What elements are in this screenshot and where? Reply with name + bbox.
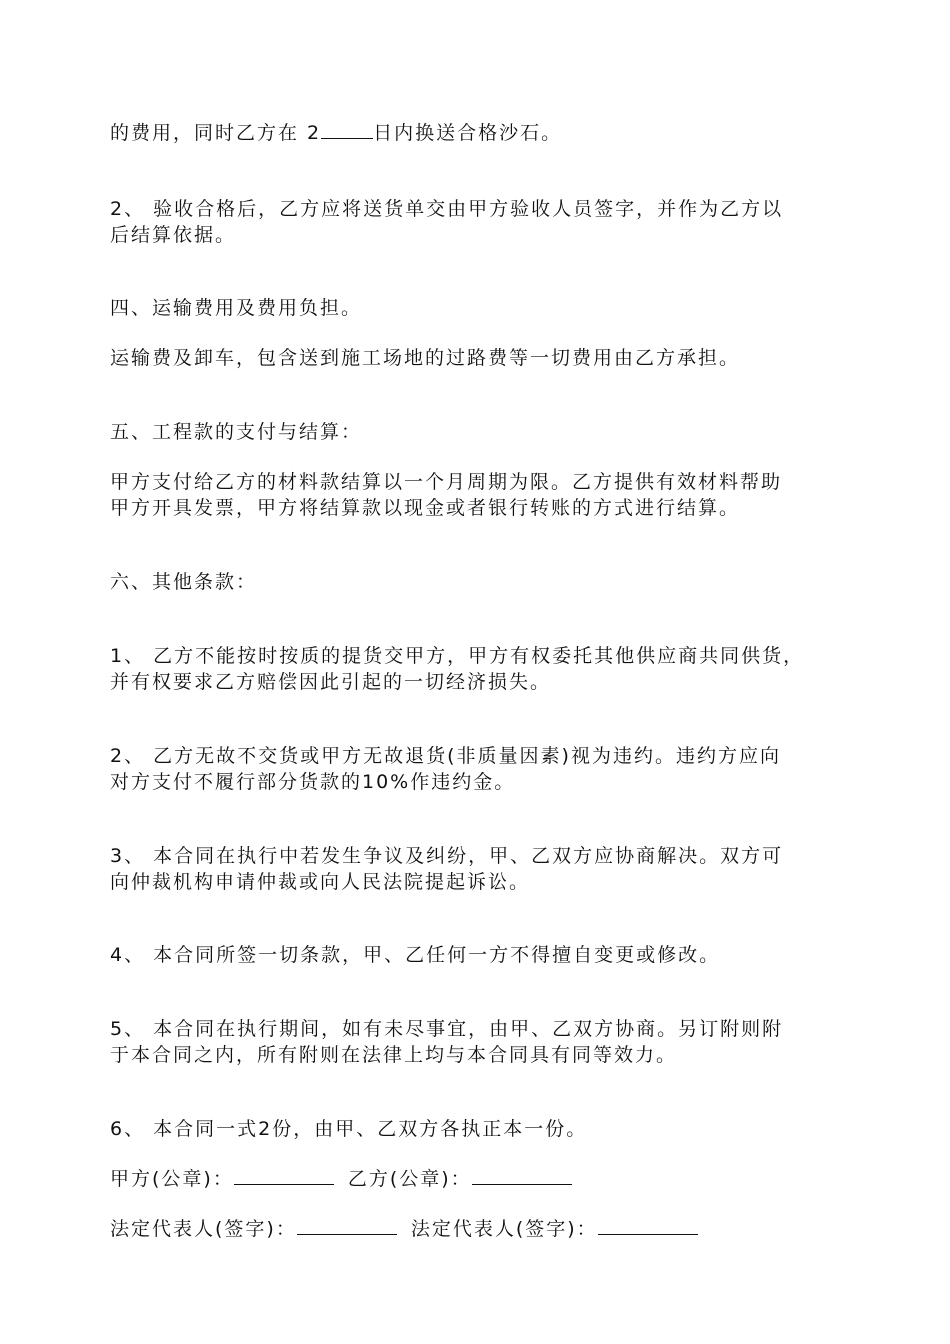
- other-clause-1-line-2: 并有权要求乙方赔偿因此引起的一切经济损失。: [110, 671, 552, 693]
- other-clause-2-line-1: 2、 乙方无故不交货或甲方无故退货(非质量因素)视为违约。违约方应向: [110, 745, 781, 767]
- clause-2-line-2: 后结算依据。: [110, 224, 237, 246]
- other-clause-1-line-1: 1、 乙方不能按时按质的提货交甲方，甲方有权委托其他供应商共同供货，: [110, 645, 805, 667]
- seal-signature-line: [110, 1166, 850, 1192]
- party-b-seal-blank: [472, 1166, 572, 1185]
- days-blank: [321, 120, 373, 139]
- representative-signature-line: [110, 1216, 850, 1242]
- replacement-text-start: 的费用，同时乙方在 2: [110, 122, 322, 144]
- other-clause-3-line-2: 向仲裁机构申请仲裁或向人民法院提起诉讼。: [110, 871, 531, 893]
- section-4-title: 四、运输费用及费用负担。: [110, 297, 363, 319]
- section-6-title: 六、其他条款：: [110, 571, 258, 593]
- section-5-line-1: 甲方支付给乙方的材料款结算以一个月周期为限。乙方提供有效材料帮助: [110, 471, 783, 493]
- section-4-body: 运输费及卸车，包含送到施工场地的过路费等一切费用由乙方承担。: [110, 347, 741, 369]
- party-b-representative-label: 法定代表人(签字)：: [410, 1218, 598, 1240]
- party-b-seal-label: 乙方(公章)：: [347, 1168, 472, 1190]
- party-a-representative-blank: [297, 1216, 397, 1235]
- replacement-text-end: 日内换送合格沙石。: [373, 122, 563, 144]
- section-5-title: 五、工程款的支付与结算：: [110, 421, 363, 443]
- section-5-line-2: 甲方开具发票，甲方将结算款以现金或者银行转账的方式进行结算。: [110, 497, 741, 519]
- other-clause-5-line-1: 5、 本合同在执行期间，如有未尽事宜，由甲、乙双方协商。另订附则附: [110, 1018, 784, 1040]
- other-clause-6-line-1: 6、 本合同一式2份，由甲、乙双方各执正本一份。: [110, 1118, 588, 1140]
- clause-2-line-1: 2、 验收合格后，乙方应将送货单交由甲方验收人员签字，并作为乙方以: [110, 198, 784, 220]
- party-a-seal-label: 甲方(公章)：: [110, 1168, 234, 1190]
- other-clause-4-line-1: 4、 本合同所签一切条款，甲、乙任何一方不得擅自变更或修改。: [110, 944, 721, 966]
- other-clause-5-line-2: 于本合同之内，所有附则在法律上均与本合同具有同等效力。: [110, 1044, 678, 1066]
- other-clause-2-line-2: 对方支付不履行部分货款的10%作违约金。: [110, 771, 516, 793]
- party-a-seal-blank: [234, 1166, 334, 1185]
- other-clause-3-line-1: 3、 本合同在执行中若发生争议及纠纷，甲、乙双方应协商解决。双方可: [110, 845, 784, 867]
- paragraph-replacement-line: [110, 120, 850, 146]
- party-b-representative-blank: [598, 1216, 698, 1235]
- party-a-representative-label: 法定代表人(签字)：: [110, 1218, 297, 1240]
